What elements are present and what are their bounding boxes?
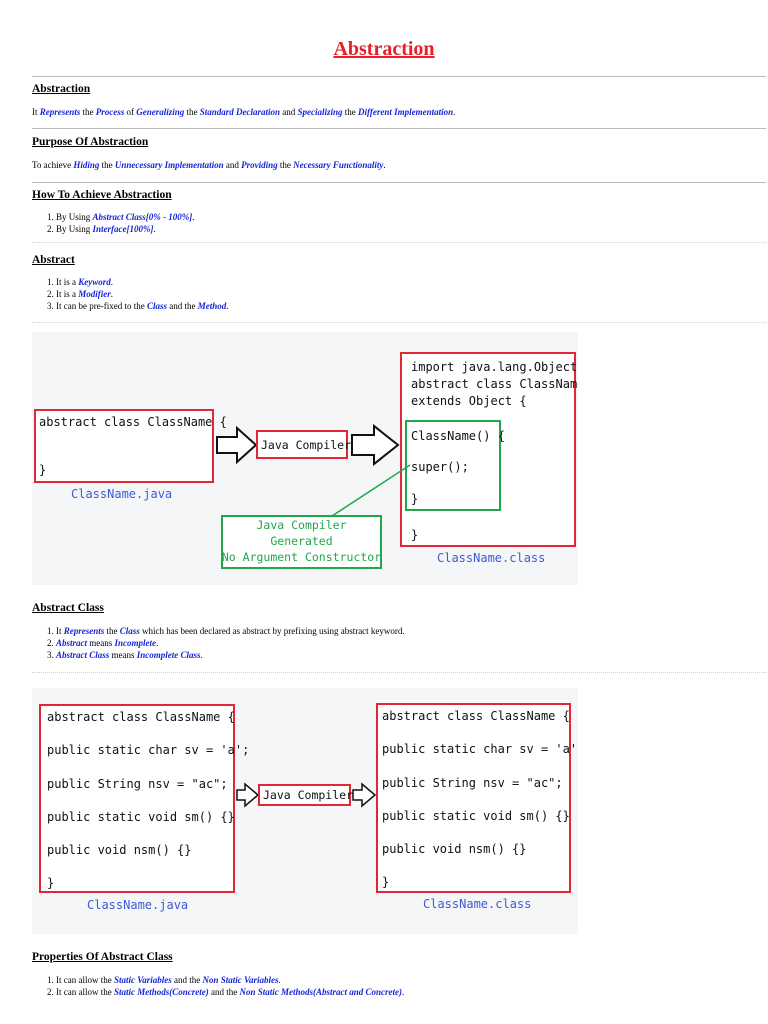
code-line: abstract class ClassName { (382, 709, 570, 723)
text: It (32, 107, 40, 117)
keyword: Specializing (297, 107, 343, 117)
code-line: abstract class ClassName { (39, 415, 227, 429)
compilation-diagram-constructor (32, 332, 578, 585)
code-line: public void nsm() {} (47, 843, 192, 857)
purpose-text (32, 160, 386, 170)
text: 1. It is a (47, 277, 79, 287)
text: the (342, 107, 359, 117)
text: the (277, 160, 294, 170)
keyword: Keyword (78, 277, 111, 287)
text: 2. It can allow the (47, 987, 114, 997)
keyword: Hiding (73, 160, 100, 170)
right-arrow-icon (237, 784, 258, 806)
keyword: Non Static Methods(Abstract and Concrete) (239, 987, 402, 997)
divider (32, 672, 766, 673)
keyword: Incomplete Class (136, 650, 201, 660)
text: 2. (47, 638, 56, 648)
keyword: Standard Declaration (199, 107, 281, 117)
note-line: Java Compiler (256, 518, 347, 532)
keyword: Abstract Class (56, 650, 110, 660)
abstraction-definition (32, 107, 455, 117)
keyword: Class (119, 626, 140, 636)
list-item (47, 289, 113, 299)
section-heading-purpose: Purpose Of Abstraction (32, 136, 149, 148)
text: and (223, 160, 242, 170)
text: 2. By Using (47, 224, 93, 234)
keyword: Incomplete (114, 638, 157, 648)
note-line: No Argument Constructor (221, 550, 382, 564)
text: of (124, 107, 137, 117)
divider (32, 128, 766, 129)
page-title: Abstraction (333, 38, 435, 60)
text: . (200, 650, 203, 660)
text: . (153, 224, 156, 234)
text: the (184, 107, 200, 117)
list-item (47, 277, 113, 287)
code-line: abstract class ClassName { (47, 710, 235, 724)
code-line: public static void sm() {} (382, 809, 570, 823)
text: the (104, 626, 120, 636)
text: . (226, 301, 229, 311)
code-line: } (382, 875, 390, 889)
code-line: ClassName() { (411, 429, 505, 443)
text: . (453, 107, 456, 117)
divider (32, 322, 766, 323)
section-heading-properties: Properties Of Abstract Class (32, 951, 173, 963)
code-line: public void nsm() {} (382, 842, 527, 856)
code-line: public String nsv = "ac"; (382, 776, 563, 790)
code-line: } (411, 492, 419, 506)
source-filename: ClassName.java (87, 898, 189, 912)
right-arrow-icon (353, 784, 375, 806)
keyword: Necessary Functionality (293, 160, 384, 170)
list-item (47, 650, 203, 660)
text: . (192, 212, 195, 222)
text: 3. (47, 650, 56, 660)
diagram-svg (32, 332, 578, 585)
code-line: public static char sv = 'a'; (382, 742, 578, 756)
keyword: Modifier (78, 289, 111, 299)
section-heading-abstract-class: Abstract Class (32, 602, 104, 614)
keyword: Non Static Variables (202, 975, 279, 985)
text: the (99, 160, 115, 170)
text: . (110, 289, 113, 299)
text: and the (208, 987, 240, 997)
keyword: Abstract (56, 638, 88, 648)
compilation-diagram-members (32, 688, 578, 934)
section-heading-abstract: Abstract (32, 254, 75, 266)
text: and the (171, 975, 203, 985)
text: which has been declared as abstract by prefixing using abstract keyword. (139, 626, 405, 636)
keyword: Unnecessary Implementation (114, 160, 224, 170)
class-filename: ClassName.class (437, 551, 546, 565)
text: 1. It (47, 626, 64, 636)
keyword: Interface[100%] (92, 224, 154, 234)
code-line: super(); (411, 460, 469, 474)
code-line: } (47, 876, 55, 890)
code-line: abstract class ClassName (411, 377, 578, 391)
compiler-label: Java Compiler (261, 438, 352, 452)
right-arrow-icon (217, 428, 256, 462)
text: . (110, 277, 113, 287)
keyword: Static Methods(Concrete) (113, 987, 209, 997)
text: the (80, 107, 96, 117)
divider (32, 242, 766, 243)
code-line: public static char sv = 'a'; (47, 743, 250, 757)
text: . (402, 987, 405, 997)
section-heading-abstraction: Abstraction (32, 83, 91, 95)
right-arrow-icon (352, 426, 398, 464)
code-line: import java.lang.Object; (411, 360, 578, 374)
text: 3. It can be pre-fixed to the (47, 301, 147, 311)
list-item (47, 224, 156, 234)
code-line: } (411, 528, 419, 542)
keyword: Different Implementation (358, 107, 454, 117)
keyword: Represents (63, 626, 105, 636)
keyword: Providing (241, 160, 278, 170)
divider (32, 182, 766, 183)
list-item (47, 987, 404, 997)
code-line: extends Object { (411, 394, 527, 408)
diagram-svg (32, 688, 578, 934)
source-code-box (40, 705, 234, 892)
text: 1. It can allow the (47, 975, 114, 985)
keyword: Process (95, 107, 125, 117)
keyword: Method (197, 301, 227, 311)
keyword: Abstract Class[0% - 100%] (92, 212, 193, 222)
list-item (47, 975, 281, 985)
list-item (47, 626, 405, 636)
code-line: public static void sm() {} (47, 810, 235, 824)
text: means (87, 638, 115, 648)
text: . (156, 638, 159, 648)
code-line: public String nsv = "ac"; (47, 777, 228, 791)
text: means (109, 650, 137, 660)
keyword: Generalizing (136, 107, 185, 117)
list-item (47, 301, 229, 311)
class-filename: ClassName.class (423, 897, 532, 911)
note-line: Generated (270, 534, 333, 548)
compiled-class-box (377, 704, 570, 892)
section-heading-how-to: How To Achieve Abstraction (32, 189, 172, 201)
text: . (278, 975, 281, 985)
keyword: Class (146, 301, 167, 311)
divider (32, 76, 766, 77)
text: 1. By Using (47, 212, 93, 222)
list-item (47, 212, 195, 222)
text: 2. It is a (47, 289, 79, 299)
text: and the (166, 301, 198, 311)
code-line: } (39, 463, 47, 477)
text: . (383, 160, 386, 170)
source-filename: ClassName.java (71, 487, 173, 501)
connector-line (332, 465, 410, 516)
text: To achieve (32, 160, 74, 170)
compiler-label: Java Compiler (263, 788, 354, 802)
keyword: Represents (39, 107, 81, 117)
text: and (280, 107, 298, 117)
keyword: Static Variables (113, 975, 172, 985)
list-item (47, 638, 158, 648)
